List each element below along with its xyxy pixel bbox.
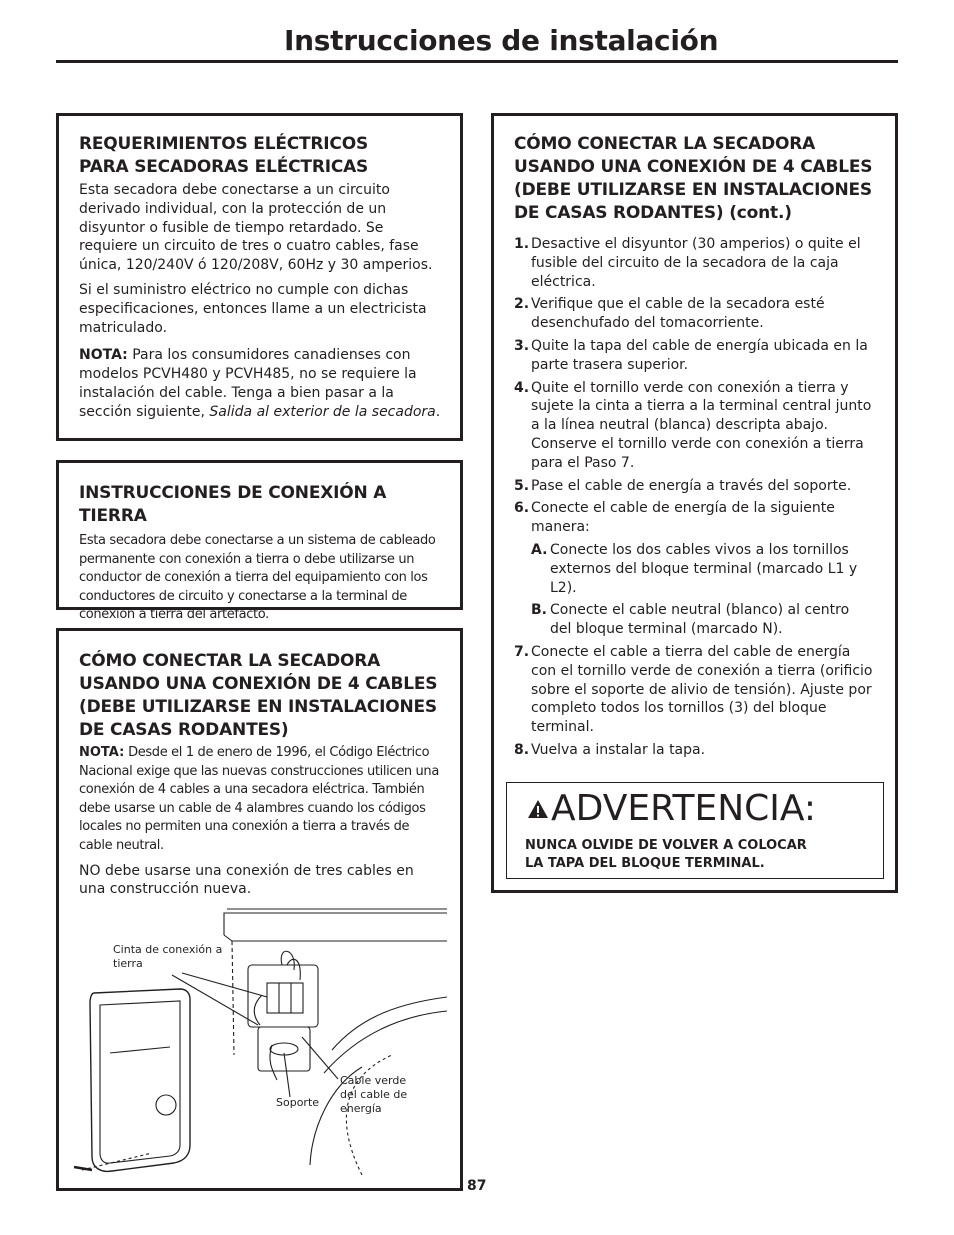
note-text: Para los consumidores canadienses con modelos PCVH480 y PCVH485, no se requiere la instalación del cable. Tenga a bien pasar a la sección siguiente, bbox=[79, 347, 417, 420]
electrical-heading-line1: REQUERIMIENTOS ELÉCTRICOS bbox=[79, 134, 368, 154]
warning-line-1: NUNCA OLVIDE DE VOLVER A COLOCAR bbox=[525, 838, 807, 853]
label-green-wire: Cable verde del cable de energía bbox=[340, 1074, 408, 1115]
electrical-heading-line2: PARA SECADORAS ELÉCTRICAS bbox=[79, 157, 369, 177]
warning-message bbox=[525, 837, 807, 873]
grounding-heading: INSTRUCCIONES DE CONEXIÓN A TIERRA bbox=[79, 483, 387, 526]
warning-title-text: ADVERTENCIA: bbox=[551, 788, 817, 829]
grounding-text: Esta secadora debe conectarse a un sistema de cableado permanente con conexión a tierra o debe utilizarse un conductor de conexión a tierra del equipamiento con los conductores de circuito y conectarse a la terminal de conexión a tierra del artefacto. bbox=[79, 533, 436, 623]
step-6: 6. Conecte el cable de energía de la siguiente manera: A. Conecte los dos cables vivos a los tornillos externos del bloque terminal (marcado L1 y L2). B. Conecte el cable neutral (blanco) al centro del bloque terminal (marcado N). bbox=[514, 499, 873, 639]
four-wire-note-label: NOTA: bbox=[79, 745, 125, 760]
label-bracket: Soporte bbox=[276, 1096, 320, 1109]
substep-b: B. Conecte el cable neutral (blanco) al centro del bloque terminal (marcado N). bbox=[531, 602, 850, 638]
electrical-heading bbox=[79, 133, 442, 179]
four-wire-note bbox=[79, 744, 442, 856]
four-wire-paragraph-2: NO debe usarse una conexión de tres cables en una construcción nueva. bbox=[79, 862, 414, 898]
grounding-box bbox=[56, 460, 463, 623]
warning-triangle-icon bbox=[527, 799, 549, 819]
step-3: 3. Quite la tapa del cable de energía ubicada en la parte trasera superior. bbox=[514, 337, 868, 373]
page-title: Instrucciones de instalación bbox=[284, 24, 719, 57]
four-wire-heading: CÓMO CONECTAR LA SECADORA USANDO UNA CONEXIÓN DE 4 CABLES (DEBE UTILIZARSE EN INSTALACIONES DE CASAS RODANTES) bbox=[79, 651, 438, 740]
step-8: 8. Vuelva a instalar la tapa. bbox=[514, 741, 706, 758]
steps-list bbox=[514, 235, 873, 760]
electrical-note bbox=[79, 346, 442, 421]
four-wire-note-text: Desde el 1 de enero de 1996, el Código Eléctrico Nacional exige que las nuevas construcciones utilicen una conexión de 4 cables a una secadora eléctrica. También debe usarse un cable de 4 alambres cuando los códigos locales no permiten una conexión a tierra a través de cable neutral. bbox=[79, 745, 439, 853]
label-grounding-strap: Cinta de conexión a tierra bbox=[113, 943, 223, 970]
wiring-diagram bbox=[62, 885, 452, 1185]
warning-line-2: LA TAPA DEL BLOQUE TERMINAL. bbox=[525, 856, 765, 871]
step-4: 4. Quite el tornillo verde con conexión a tierra y sujete la cinta a tierra a la terminal central junto a la línea neutral (blanca) descripta abajo. Conserve el tornillo verde con conexión a tierra para el Paso 7. bbox=[514, 379, 872, 471]
electrical-requirements-box bbox=[56, 113, 463, 441]
four-wire-cont-heading: CÓMO CONECTAR LA SECADORA USANDO UNA CONEXIÓN DE 4 CABLES (DEBE UTILIZARSE EN INSTALACIONES DE CASAS RODANTES) (cont.) bbox=[514, 134, 873, 223]
substep-a: A. Conecte los dos cables vivos a los tornillos externos del bloque terminal (marcado L1 y L2). bbox=[531, 541, 858, 596]
title-rule bbox=[56, 60, 898, 63]
step-5: 5. Pase el cable de energía a través del soporte. bbox=[514, 477, 852, 494]
step-1: 1. Desactive el disyuntor (30 amperios) o quite el fusible del circuito de la secadora de la caja eléctrica. bbox=[514, 236, 861, 290]
warning-title bbox=[527, 787, 816, 831]
four-wire-cont-box bbox=[491, 113, 898, 893]
step-7: 7. Conecte el cable a tierra del cable de energía con el tornillo verde de conexión a tierra (orificio sobre el soporte de alivio de tensión). Ajuste por completo todos los tornillos (3) del bloque terminal. bbox=[514, 643, 873, 736]
step-2: 2. Verifique que el cable de la secadora esté desenchufado del tomacorriente. bbox=[514, 296, 825, 332]
page-number: 87 bbox=[467, 1178, 487, 1194]
note-end: . bbox=[435, 403, 441, 420]
electrical-paragraph-1: Esta secadora debe conectarse a un circuito derivado individual, con la protección de un disyuntor o fusible de tiempo retardado. Se requiere un circuito de tres o cuatro cables, fase única, 120/240V ó 120/208V, 60Hz y 30 amperios. bbox=[79, 182, 433, 274]
note-label: NOTA: bbox=[79, 347, 128, 364]
electrical-paragraph-2: Si el suministro eléctrico no cumple con dichas especificaciones, entonces llame a un electricista matriculado. bbox=[79, 281, 427, 336]
warning-box bbox=[506, 782, 884, 879]
note-italic-link: Salida al exterior de la secadora bbox=[209, 403, 436, 420]
